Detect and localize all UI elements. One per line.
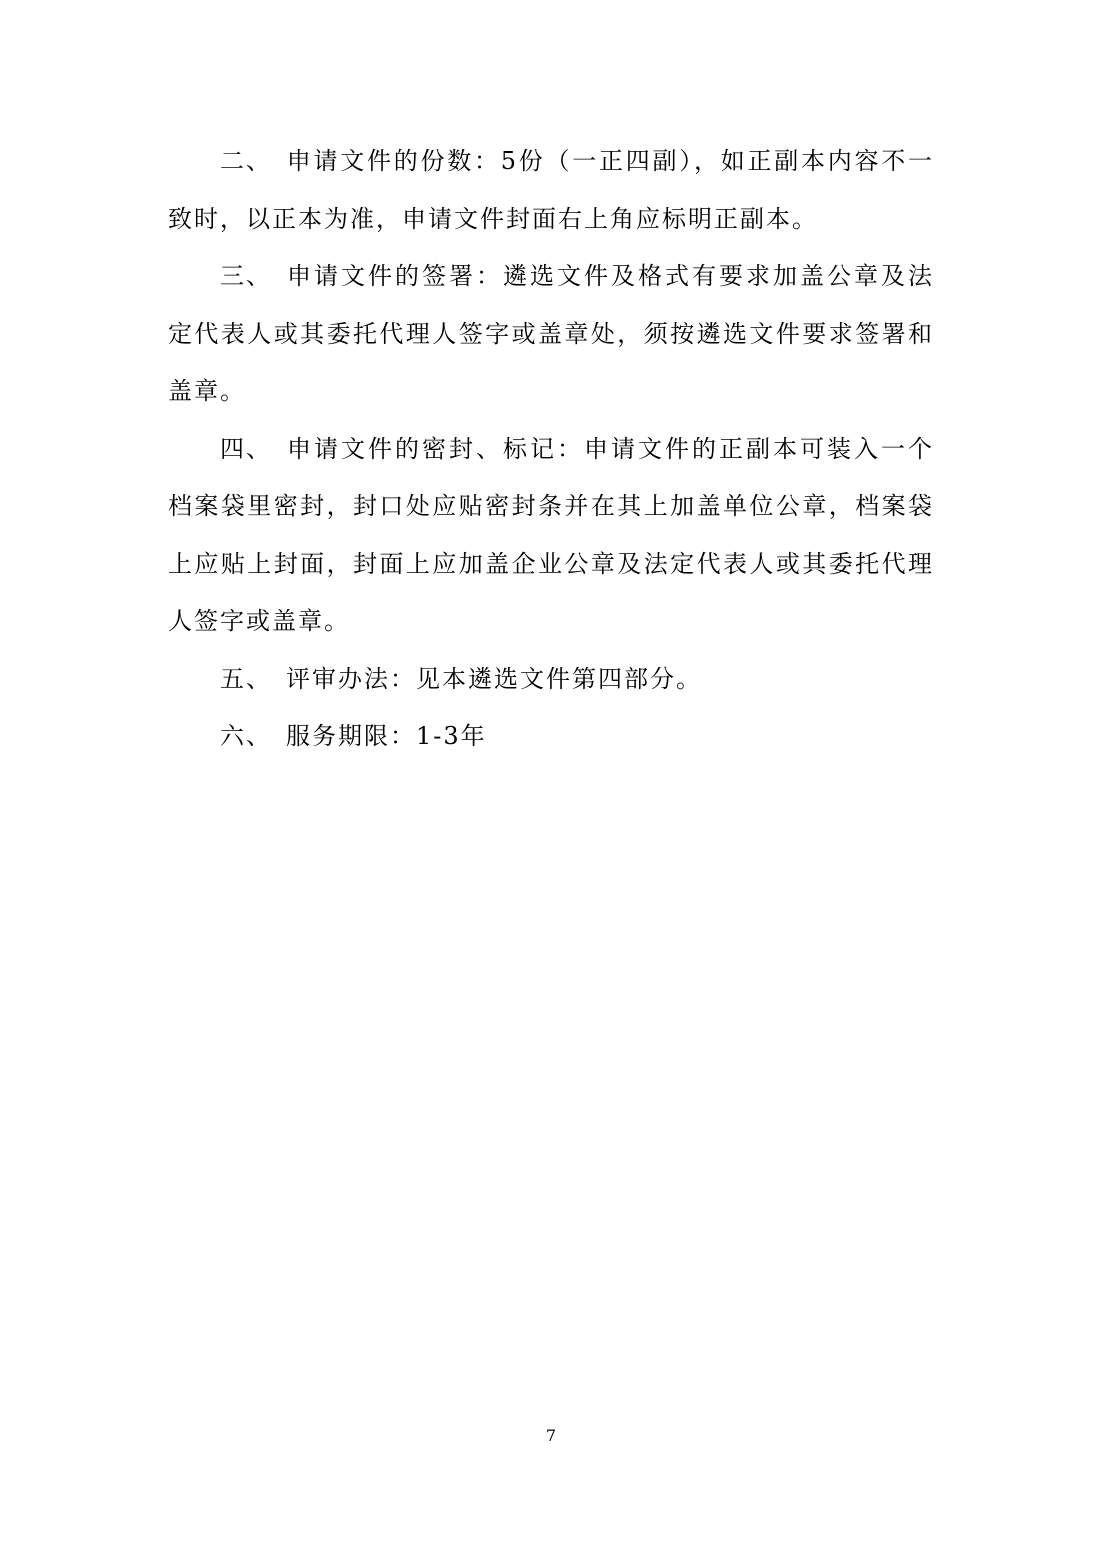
paragraph-text: 评审办法：见本遴选文件第四部分。 bbox=[286, 664, 702, 693]
paragraph-text: 申请文件的密封、标记：申请文件的正副本可装入一个档案袋里密封，封口处应贴密封条并在其上加盖单位公章，档案袋上应贴上封面，封面上应加盖企业公章及法定代表人或其委托代理人签字或盖章。 bbox=[168, 434, 934, 635]
paragraph-sealing bbox=[168, 421, 934, 651]
paragraph-text: 申请文件的份数：5份（一正四副），如正副本内容不一致时，以正本为准，申请文件封面右上角应标明正副本。 bbox=[168, 147, 934, 233]
paragraph-number: 四、 bbox=[220, 434, 272, 463]
page-number: 7 bbox=[545, 1426, 557, 1445]
paragraph-text: 服务期限：1-3年 bbox=[286, 722, 487, 750]
paragraph-number: 五、 bbox=[220, 664, 272, 693]
paragraph-copies bbox=[168, 133, 934, 248]
paragraph-evaluation bbox=[168, 651, 934, 709]
paragraph-number: 三、 bbox=[220, 262, 272, 290]
body-text bbox=[168, 133, 934, 766]
paragraph-number: 二、 bbox=[220, 147, 272, 175]
paragraph-number: 六、 bbox=[220, 722, 272, 750]
paragraph-text: 申请文件的签署：遴选文件及格式有要求加盖公章及法定代表人或其委托代理人签字或盖章处，须按遴选文件要求签署和盖章。 bbox=[168, 262, 934, 405]
paragraph-signing bbox=[168, 248, 934, 421]
paragraph-service-period bbox=[168, 708, 934, 766]
